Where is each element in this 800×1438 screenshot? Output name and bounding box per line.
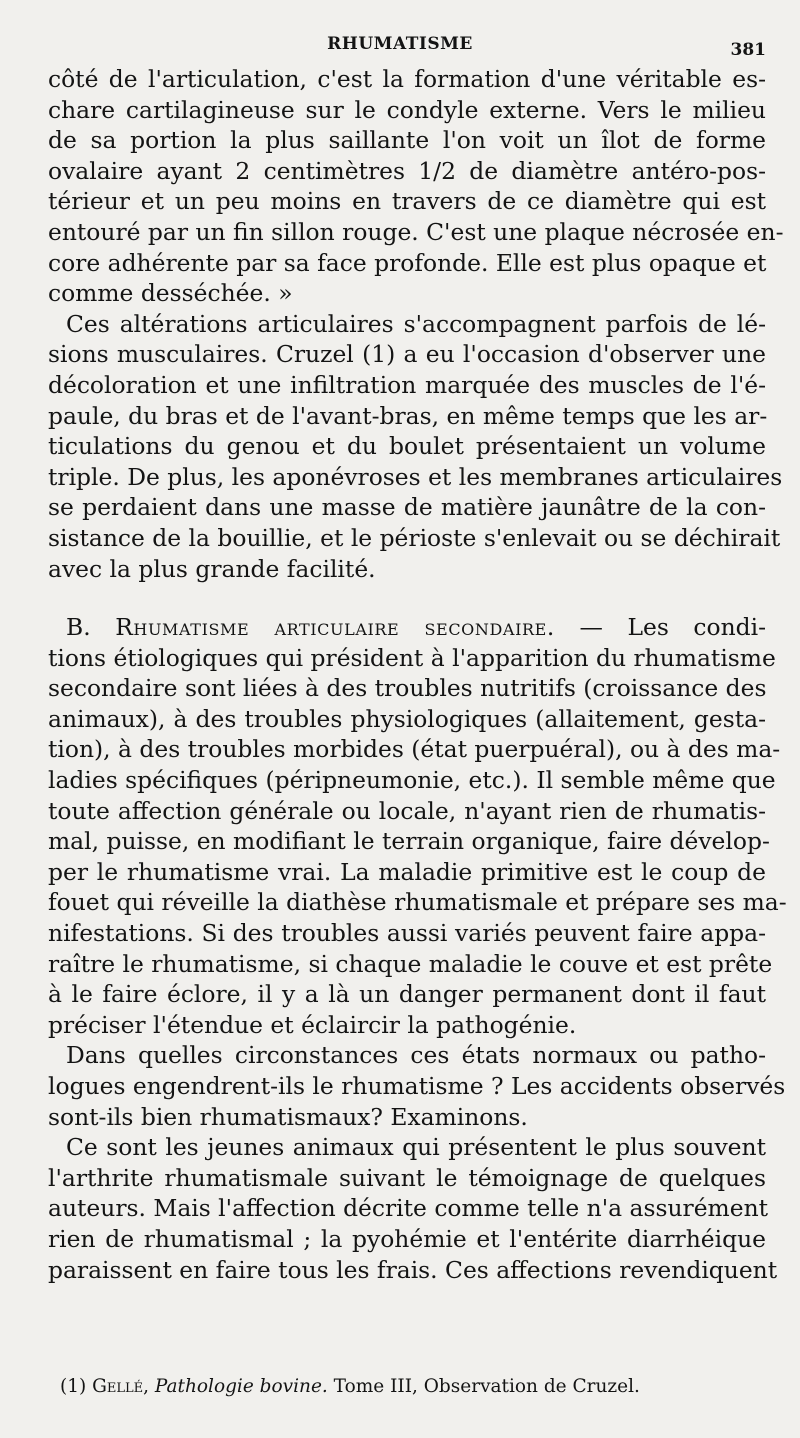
text-line: logues engendrent-ils le rhumatisme ? Les accidents observés xyxy=(48,1072,786,1100)
text-line: se perdaient dans une masse de matière jaunâtre de la con- xyxy=(48,493,766,522)
text-line: entouré par un fin sillon rouge. C'est une plaque nécrosée en- xyxy=(48,217,784,246)
text-line: ticulations du genou et du boulet présentaient un volume xyxy=(48,432,766,461)
text-line: comme desséchée. » xyxy=(48,279,293,308)
section-heading-line xyxy=(48,612,766,643)
text-line: toute affection générale ou locale, n'ayant rien de rhumatis- xyxy=(48,796,766,825)
text-line: paule, du bras et de l'avant-bras, en même temps que les ar- xyxy=(48,401,768,430)
text-line: ovalaire ayant 2 centimètres 1/2 de diamètre antéro-pos- xyxy=(48,156,766,185)
section-b xyxy=(48,612,787,1040)
text-line: auteurs. Mais l'affection décrite comme telle n'a assurément xyxy=(48,1194,769,1223)
footnote-marker: (1) xyxy=(60,1376,87,1397)
text-line: Ces altérations articulaires s'accompagnent parfois de lé- xyxy=(66,309,766,338)
text-line: l'arthrite rhumatismale suivant le témoignage de quelques xyxy=(48,1163,766,1192)
paragraph xyxy=(48,309,783,584)
text-line: décoloration et une infiltration marquée des muscles de l'é- xyxy=(48,370,766,399)
footnote-reference: Tome III, Observation de Cruzel. xyxy=(333,1376,640,1397)
text-line: sont-ils bien rhumatismaux? Examinons. xyxy=(48,1102,528,1131)
text-line: core adhérente par sa face profonde. Elle est plus opaque et xyxy=(48,248,767,277)
text-line: sions musculaires. Cruzel (1) a eu l'occasion d'observer une xyxy=(48,340,766,369)
text-line: per le rhumatisme vrai. La maladie primitive est le coup de xyxy=(48,857,766,886)
body-text xyxy=(48,64,787,1285)
footnote xyxy=(60,1376,700,1397)
page-number: 381 xyxy=(730,40,766,60)
text-line: térieur et un peu moins en travers de ce diamètre qui est xyxy=(48,187,766,216)
section-spacer xyxy=(48,584,766,612)
text-line: avec la plus grande facilité. xyxy=(48,554,376,583)
text-line: chare cartilagineuse sur le condyle externe. Vers le milieu xyxy=(48,95,766,124)
text-line: rien de rhumatismal ; la pyohémie et l'entérite diarrhéique xyxy=(48,1224,766,1253)
text-line: triple. De plus, les aponévroses et les membranes articulaires xyxy=(48,462,783,491)
footnote-title: Pathologie bovine. xyxy=(154,1376,328,1397)
text-line: côté de l'articulation, c'est la formation d'une véritable es- xyxy=(48,65,766,93)
text-line: secondaire sont liées à des troubles nutritifs (croissance des xyxy=(48,674,767,703)
paragraph-continuation xyxy=(48,64,784,309)
text-line: paraissent en faire tous les frais. Ces affections revendiquent xyxy=(48,1255,778,1284)
section-heading: Rhumatisme articulaire secondaire. xyxy=(115,613,555,642)
paragraph xyxy=(48,1132,778,1285)
text-line: préciser l'étendue et éclaircir la pathogénie. xyxy=(48,1010,577,1039)
paragraph xyxy=(48,1040,786,1132)
running-title: RHUMATISME xyxy=(327,34,473,54)
page-header xyxy=(0,34,800,60)
text-line: fouet qui réveille la diathèse rhumatismale et prépare ses ma- xyxy=(48,888,787,917)
text-line: de sa portion la plus saillante l'on voit un îlot de forme xyxy=(48,126,766,155)
text-line: ladies spécifiques (péripneumonie, etc.). Il semble même que xyxy=(48,766,776,795)
footnote-author: Gellé, xyxy=(92,1376,150,1397)
text-line: Ce sont les jeunes animaux qui présentent le plus souvent xyxy=(66,1133,766,1162)
text-line: mal, puisse, en modifiant le terrain organique, faire dévelop- xyxy=(48,827,770,856)
text-line: tions étiologiques qui président à l'apparition du rhumatisme xyxy=(48,643,776,672)
text-line: sistance de la bouillie, et le périoste s'enlevait ou se déchirait xyxy=(48,523,781,552)
text-line: nifestations. Si des troubles aussi variés peuvent faire appa- xyxy=(48,919,766,948)
text-line: à le faire éclore, il y a là un danger permanent dont il faut xyxy=(48,980,766,1009)
text-line: tion), à des troubles morbides (état puerpuéral), ou à des ma- xyxy=(48,735,781,764)
text-line: animaux), à des troubles physiologiques (allaitement, gesta- xyxy=(48,704,766,733)
text-fragment: — Les condi- xyxy=(579,613,767,642)
section-label: B. xyxy=(66,613,91,642)
text-line: raître le rhumatisme, si chaque maladie le couve et est prête xyxy=(48,949,773,978)
text-line: Dans quelles circonstances ces états normaux ou patho- xyxy=(66,1041,766,1070)
